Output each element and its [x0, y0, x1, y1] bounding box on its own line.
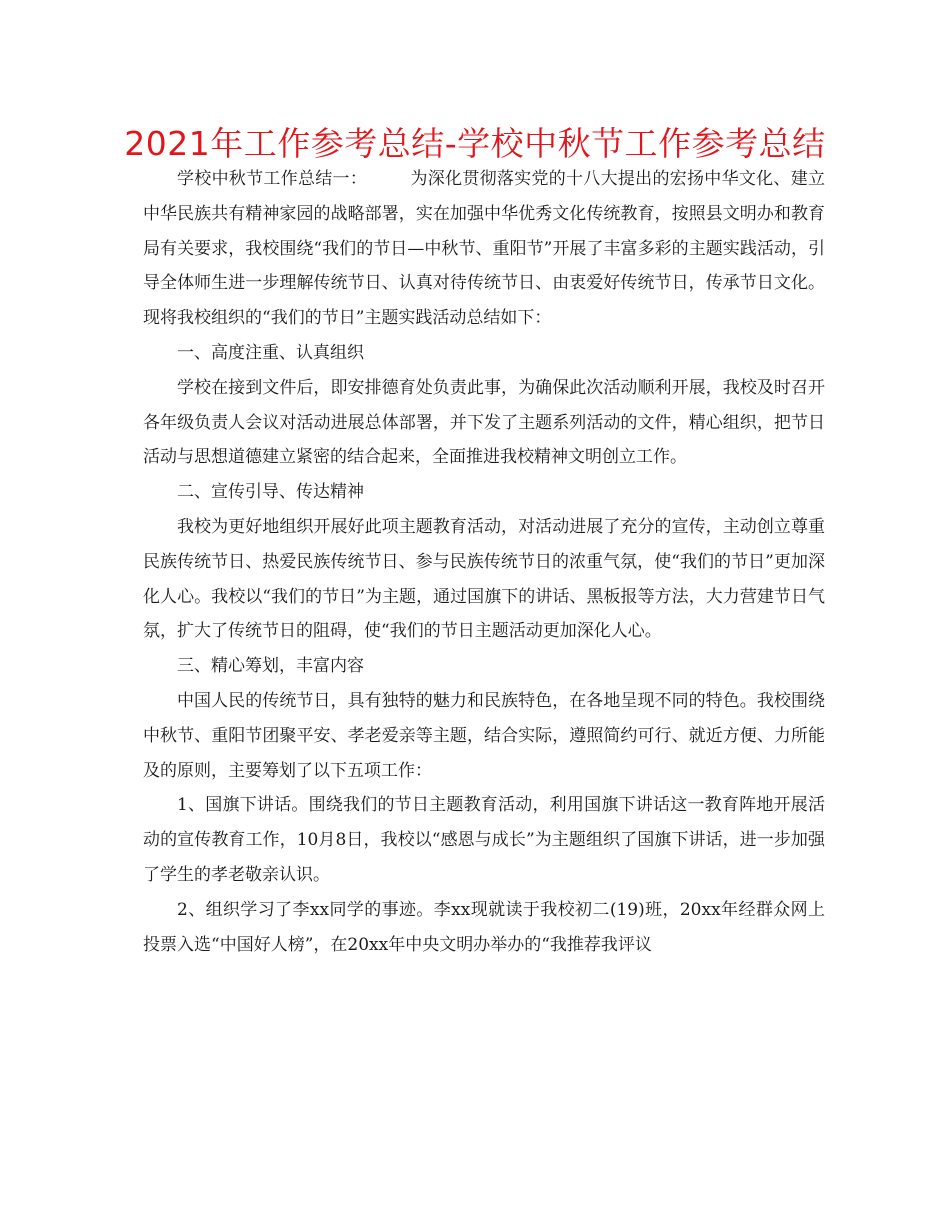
section-heading-2: 二、宣传引导、传达精神 [177, 482, 364, 503]
document-title: 2021年工作参考总结-学校中秋节工作参考总结 [124, 124, 826, 163]
paragraph-section-2: 我校为更好地组织开展好此项主题教育活动，对活动进展了充分的宣传，主动创立尊重民族传统节日、热爱民族传统节日、参与民族传统节日的浓重气氛，使“我们的节日”更加深化人心。我校以“我们的节日”为主题，通过国旗下的讲话、黑板报等方法，大力营建节日气氛，扩大了传统节日的阻碍，使“我们的节日主题活动更加深化人心。 [143, 516, 825, 642]
paragraph-section-3: 中国人民的传统节日，具有独特的魅力和民族特色，在各地呈现不同的特色。我校围绕中秋节、重阳节团聚平安、孝老爱亲等主题，结合实际，遵照简约可行、就近方便、力所能及的原则，主要筹划了以下五项工作： [143, 690, 825, 781]
paragraph-item-1: 1、国旗下讲话。围绕我们的节日主题教育活动，利用国旗下讲话这一教育阵地开展活动的宣传教育工作，10月8日，我校以“感恩与成长”为主题组织了国旗下讲话，进一步加强了学生的孝老敬亲认识。 [143, 795, 825, 885]
document-body [143, 162, 825, 962]
section-heading-3: 三、精心筹划，丰富内容 [177, 656, 364, 677]
paragraph-intro: 学校中秋节工作总结一： 为深化贯彻落实党的十八大提出的宏扬中华文化、建立中华民族共有精神家园的战略部署，实在加强中华优秀文化传统教育，按照县文明办和教育局有关要求，我校围绕“我们的节日—中秋节、重阳节”开展了丰富多彩的主题实践活动，引导全体师生进一步理解传统节日、认真对待传统节日、由衷爱好传统节日，传承节日文化。现将我校组织的“我们的节日”主题实践活动总结如下： [143, 169, 825, 329]
section-heading-1: 一、高度注重、认真组织 [177, 342, 364, 363]
paragraph-item-2: 2、组织学习了李xx同学的事迹。李xx现就读于我校初二(19)班，20xx年经群众网上投票入选“中国好人榜”，在20xx年中央文明办举办的“我推荐我评议 [143, 899, 825, 955]
paragraph-section-1: 学校在接到文件后，即安排德育处负责此事，为确保此次活动顺利开展，我校及时召开各年级负责人会议对活动进展总体部署，并下发了主题系列活动的文件，精心组织，把节日活动与思想道德建立紧密的结合起来，全面推进我校精神文明创立工作。 [143, 377, 825, 468]
